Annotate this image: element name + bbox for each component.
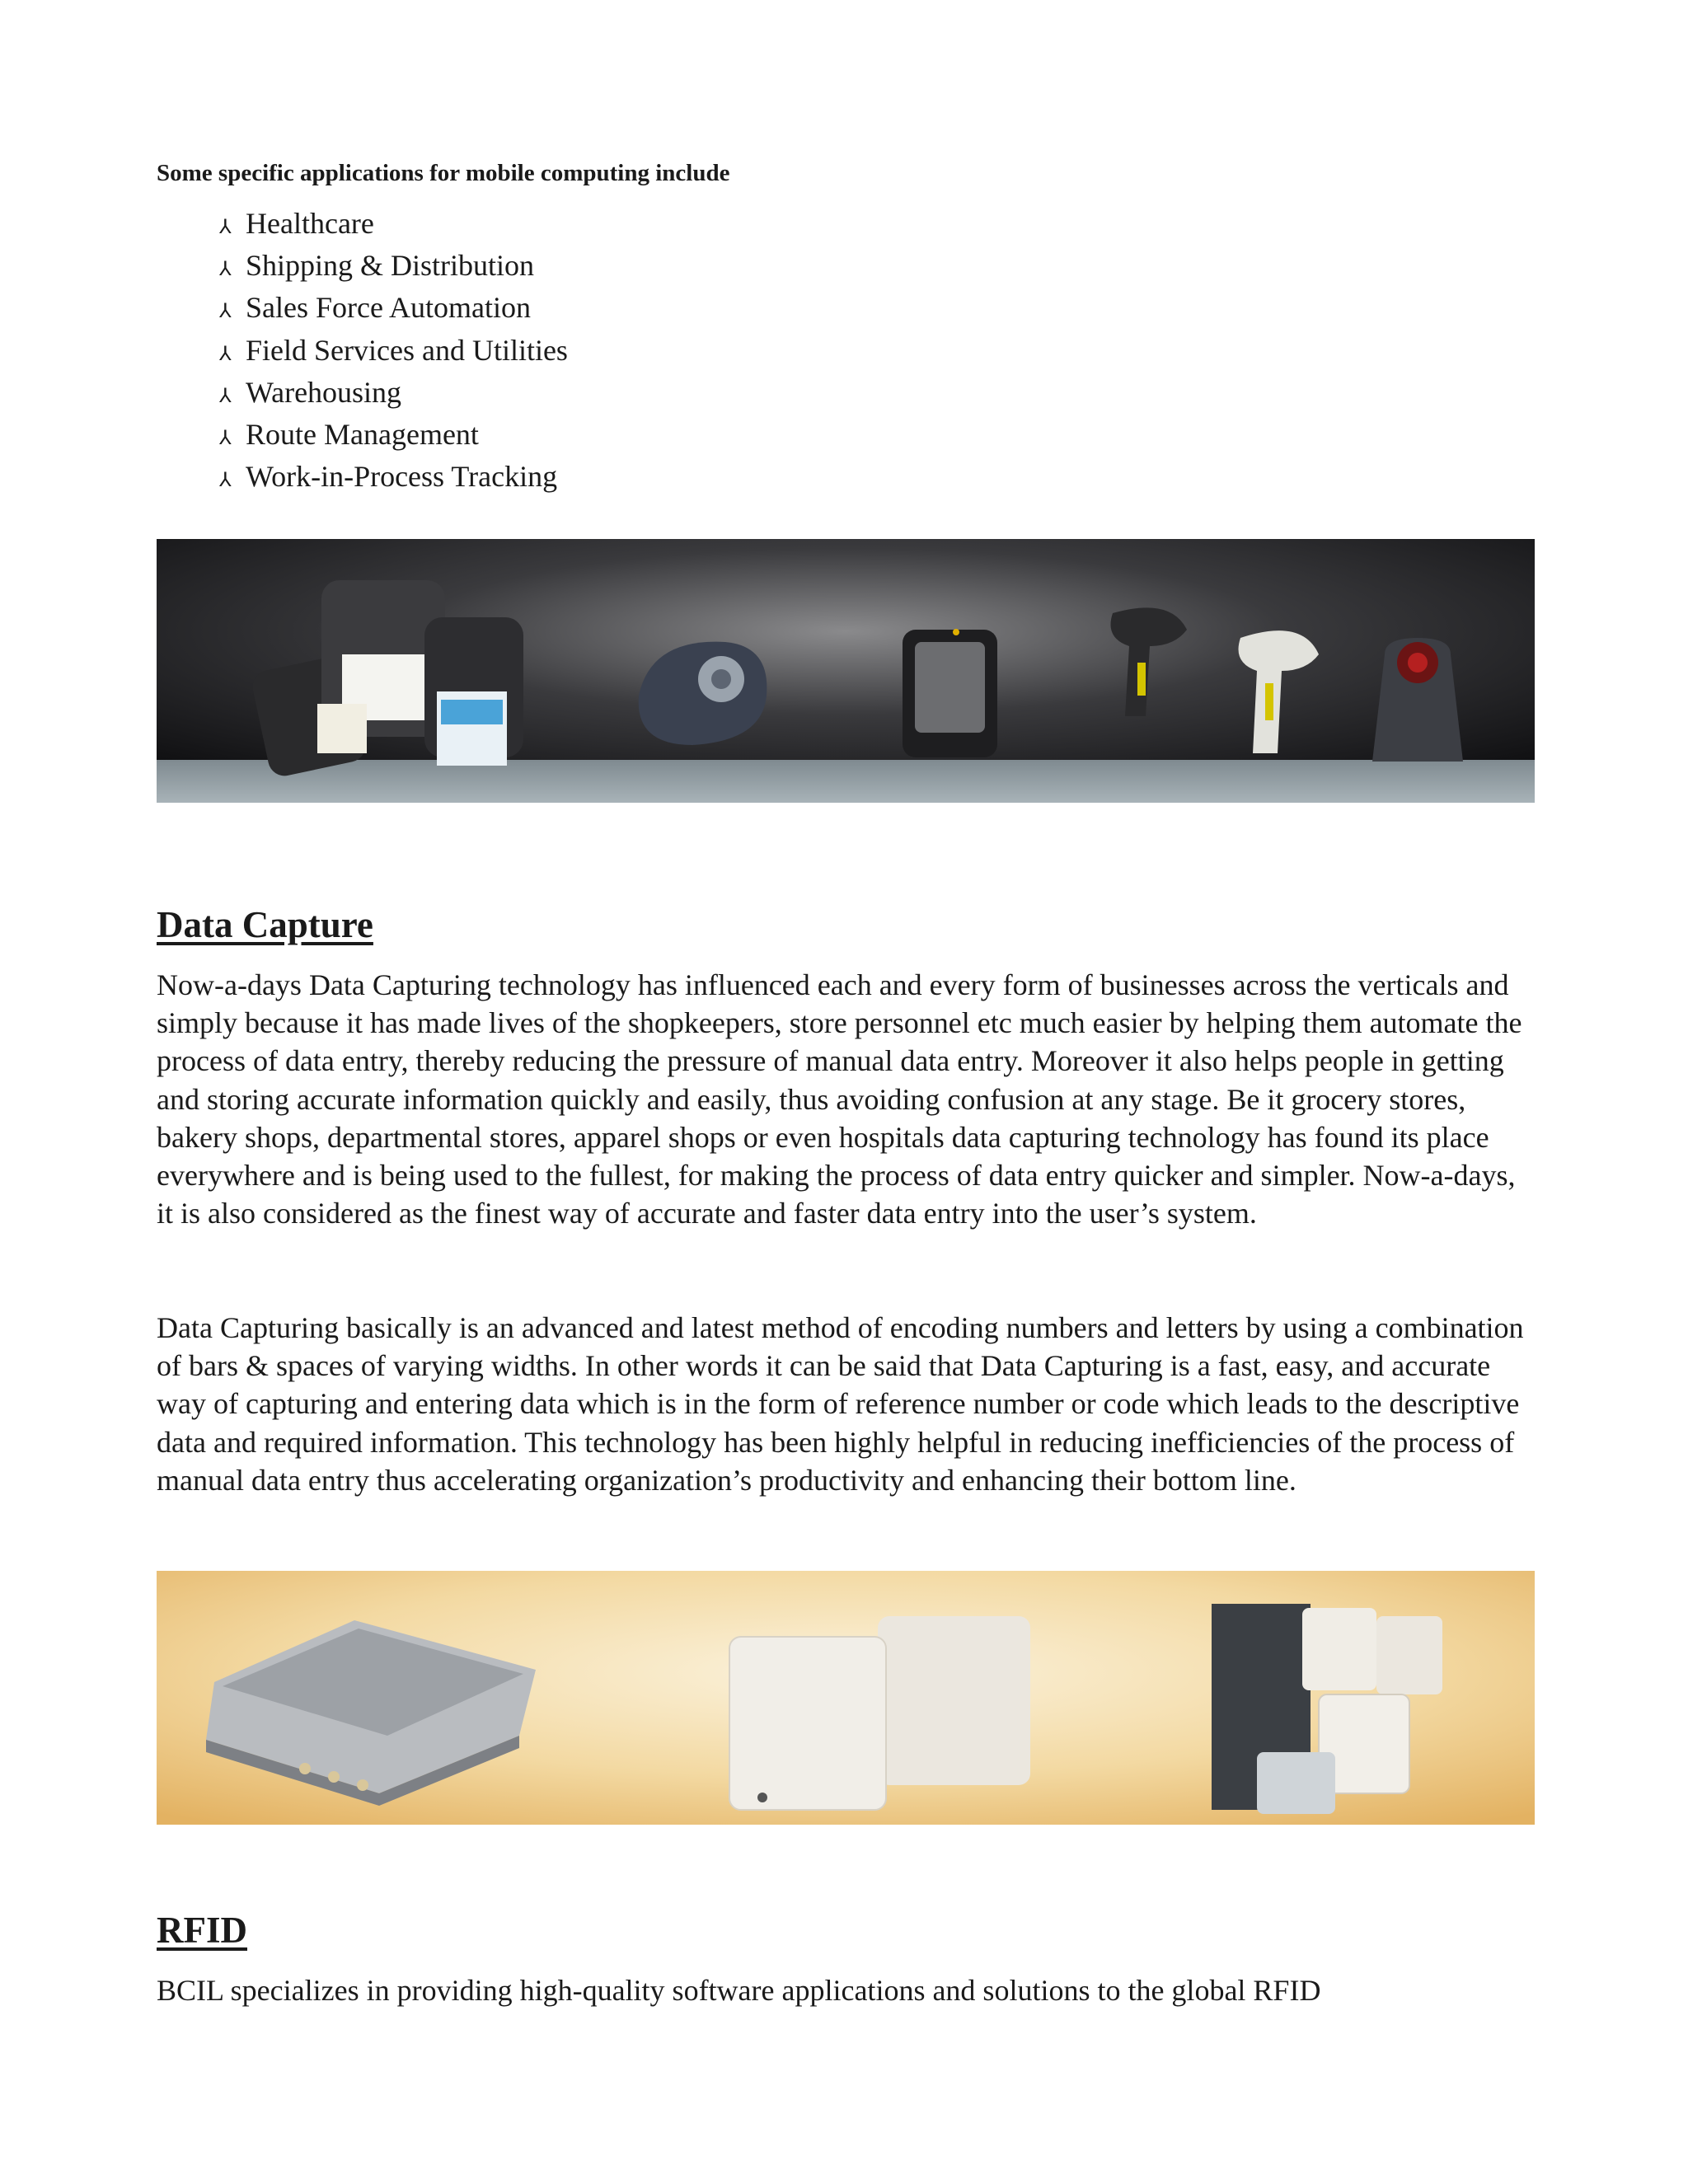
omnidirectional-scanner-icon bbox=[1372, 638, 1463, 762]
data-capture-heading: Data Capture bbox=[157, 904, 373, 945]
list-item: ⅄ Warehousing bbox=[219, 373, 568, 415]
arrowhead-bullet-icon: ⅄ bbox=[219, 217, 232, 238]
rfid-devices-banner bbox=[157, 1571, 1535, 1825]
arrowhead-bullet-icon: ⅄ bbox=[219, 470, 232, 492]
list-item: ⅄ Route Management bbox=[219, 415, 568, 457]
arrowhead-bullet-icon: ⅄ bbox=[219, 428, 232, 450]
presentation-scanner-icon bbox=[903, 629, 997, 757]
data-capture-paragraph-1: Now-a-days Data Capturing technology has influenced each and every form of businesses across the verticals and simply because it has made lives of the shopkeepers, store personnel etc much easier by helping them automate the process of data entry, thereby reducing the pressure of manual data entry. Moreover it also helps people in getting and storing accurate information quickly and easily, thus avoiding confusion at any stage. Be it grocery stores, bakery shops, departmental stores, apparel shops or even hospitals data capturing technology has found its place everywhere and is being used to the fullest, for making the process of data entry quicker and simpler. Now-a-days, it is also considered as the finest way of accurate and faster data entry into the user’s system. bbox=[157, 968, 1522, 1230]
list-item: ⅄ Work-in-Process Tracking bbox=[219, 457, 568, 499]
rfid-panel-antenna-icon bbox=[1212, 1604, 1442, 1814]
arrowhead-bullet-icon: ⅄ bbox=[219, 343, 232, 365]
rfid-paragraph: BCIL specializes in providing high-quality software applications and solutions to the global RFID bbox=[157, 1974, 1321, 2007]
arrowhead-bullet-icon: ⅄ bbox=[219, 385, 232, 407]
applications-list bbox=[219, 204, 568, 499]
rfid-heading: RFID bbox=[157, 1910, 247, 1951]
rfid-devices-image bbox=[157, 1571, 1535, 1825]
list-item: ⅄ Shipping & Distribution bbox=[219, 246, 568, 288]
arrowhead-bullet-icon: ⅄ bbox=[219, 301, 232, 323]
mobile-devices-banner bbox=[157, 539, 1535, 803]
rfid-antenna-icon bbox=[729, 1616, 1030, 1810]
intro-text: Some specific applications for mobile computing include bbox=[157, 160, 730, 186]
arrowhead-bullet-icon: ⅄ bbox=[219, 259, 232, 281]
data-capture-paragraph-2: Data Capturing basically is an advanced and latest method of encoding numbers and letters by using a combination of bars & spaces of varying widths. In other words it can be said that Data Capturing is a fast, easy, and accurate way of capturing and entering data which is in the form of reference number or code which leads to the descriptive data and required information. This technology has been highly helpful in reducing inefficiencies of the process of manual data entry thus accelerating organization’s productivity and enhancing their bottom line. bbox=[157, 1311, 1524, 1497]
list-item: ⅄ Healthcare bbox=[219, 204, 568, 246]
list-item: ⅄ Field Services and Utilities bbox=[219, 331, 568, 373]
list-item: ⅄ Sales Force Automation bbox=[219, 288, 568, 330]
mobile-devices-image bbox=[157, 539, 1535, 803]
